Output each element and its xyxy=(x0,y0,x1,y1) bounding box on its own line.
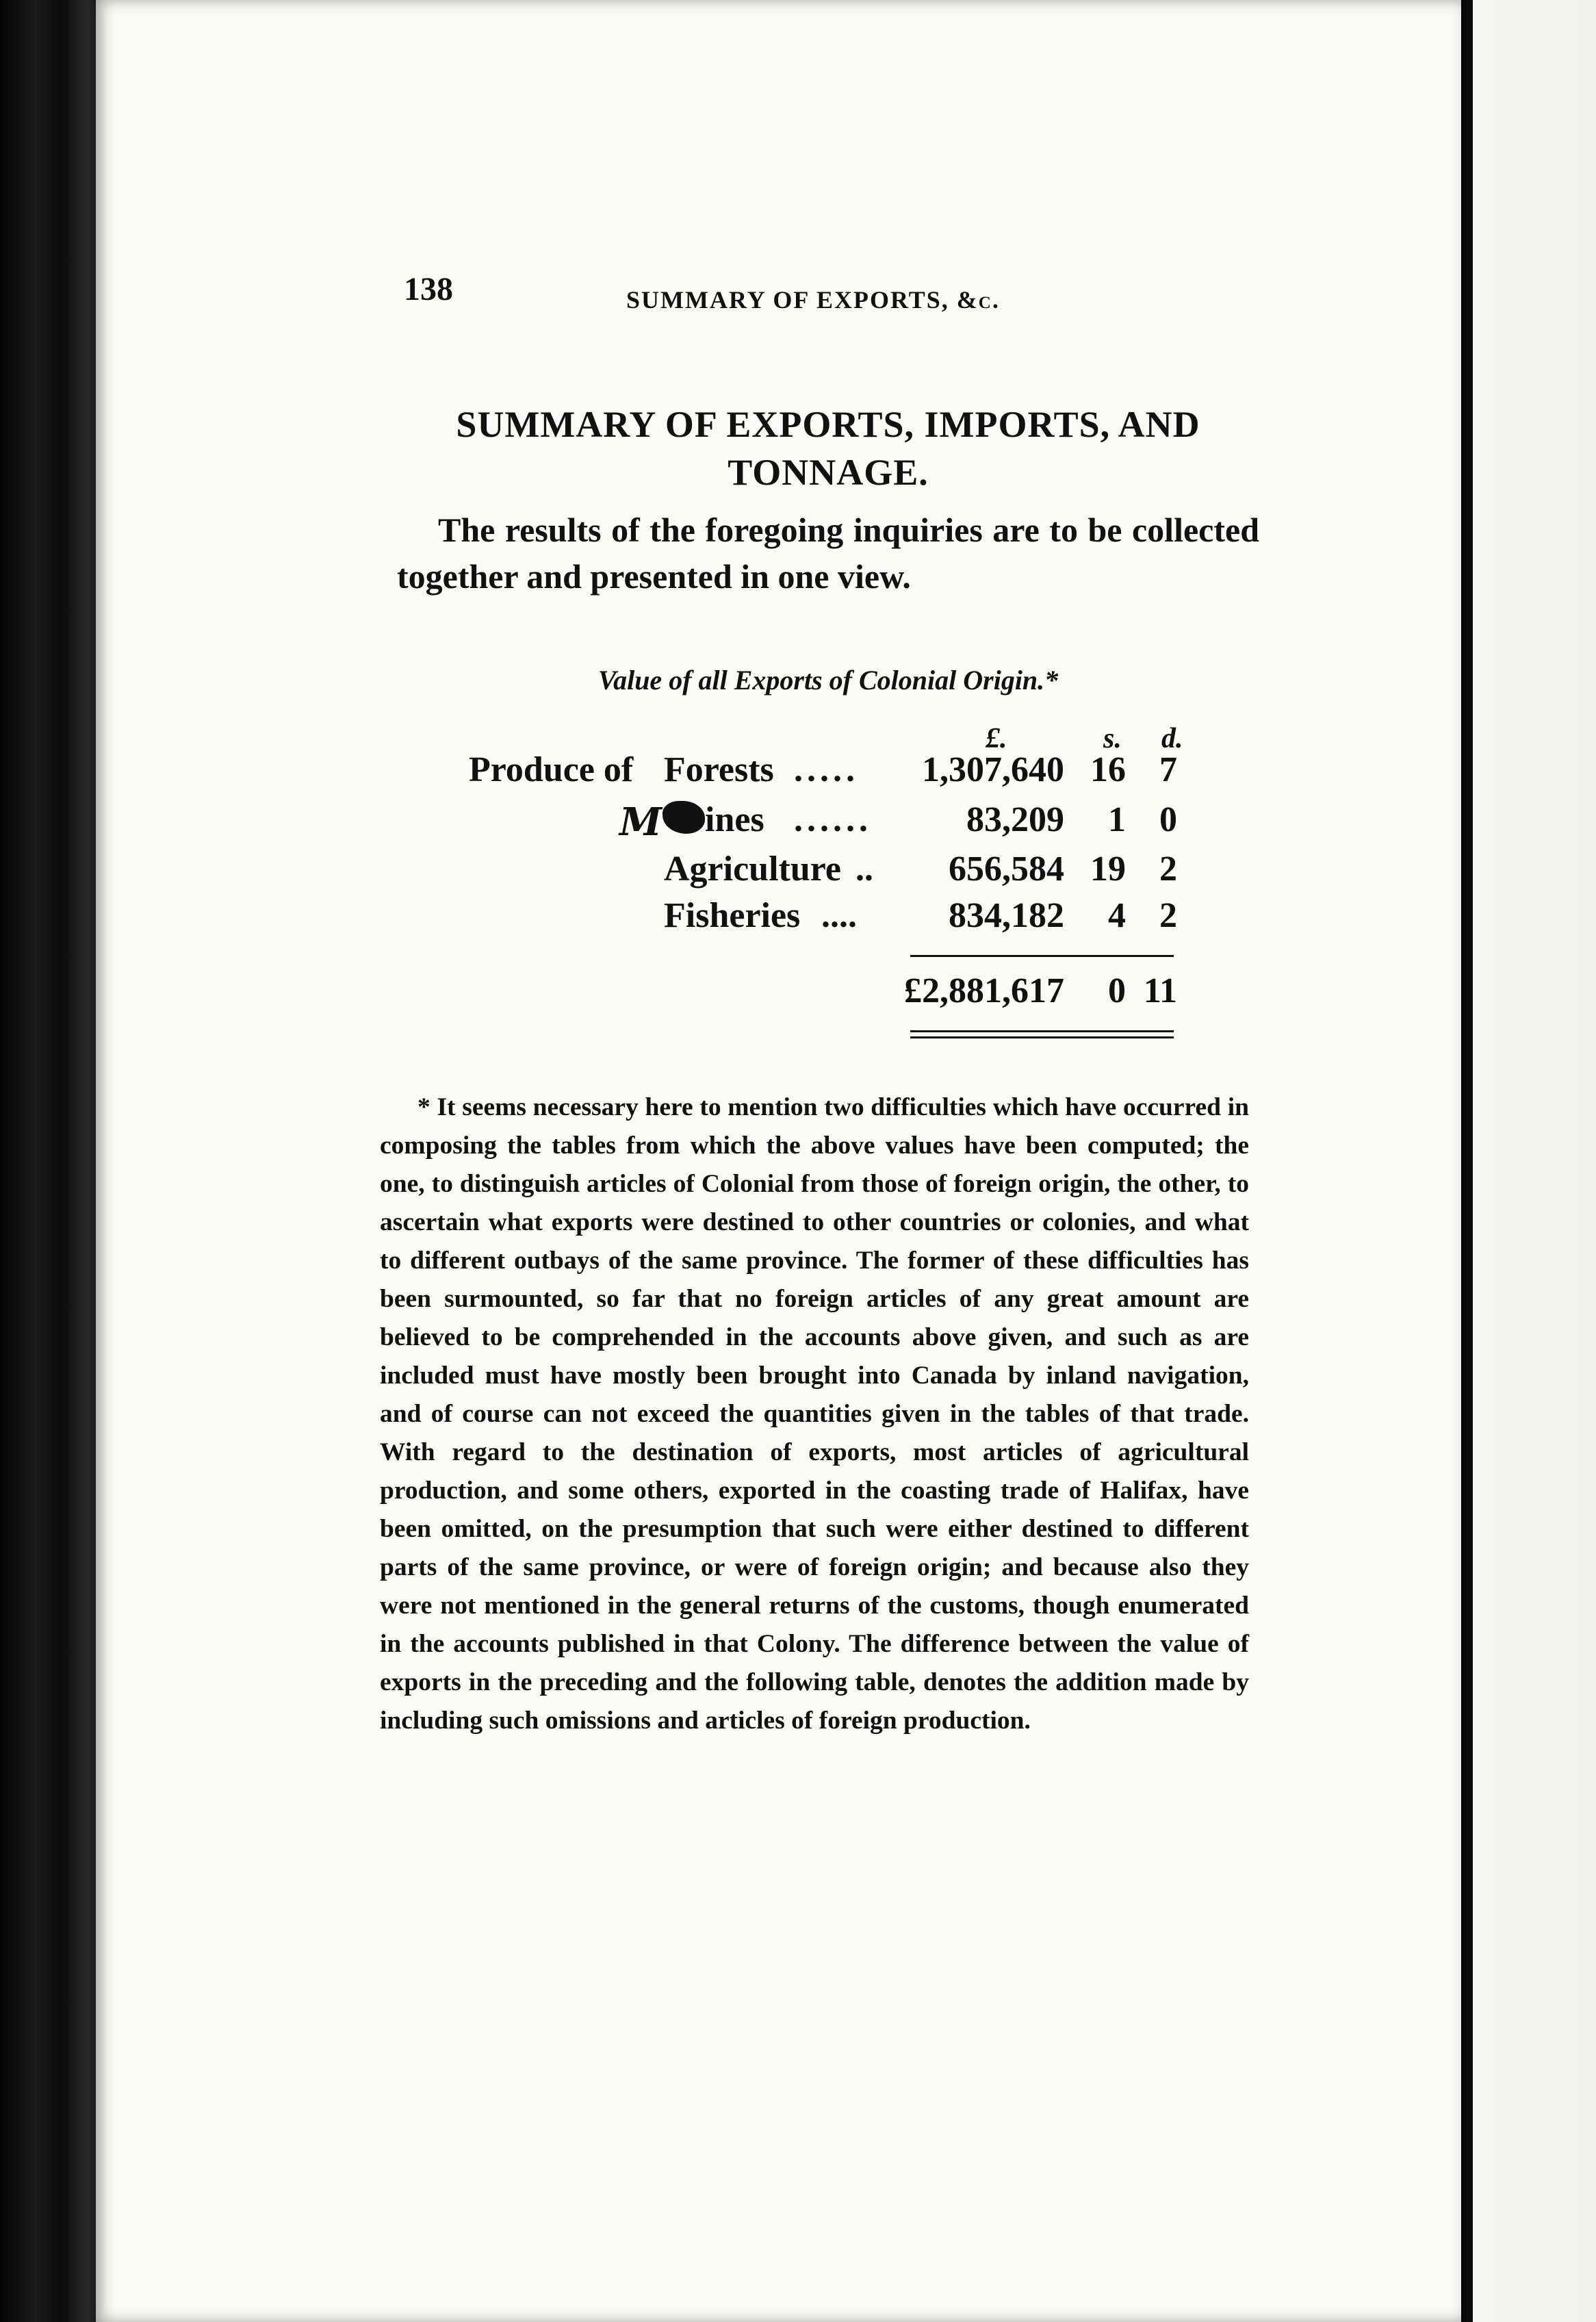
col-header-shillings: s. xyxy=(1103,723,1122,754)
col-header-pence: d. xyxy=(1161,723,1183,754)
row-pounds: 656,584 xyxy=(949,850,1064,889)
table-caption: Value of all Exports of Colonial Origin.* xyxy=(597,665,1059,696)
page-number: 138 xyxy=(404,271,453,307)
row-label: ines xyxy=(705,800,764,839)
page-edge-shadow xyxy=(1463,0,1473,2322)
row-pence: 0 xyxy=(1159,800,1177,839)
row-pounds: 83,209 xyxy=(966,800,1064,839)
row-label: Agriculture xyxy=(664,850,841,889)
row-label: Forests xyxy=(664,750,774,789)
row-pounds: 1,307,640 xyxy=(922,750,1064,789)
row-pence: 2 xyxy=(1159,896,1177,935)
running-title: SUMMARY OF EXPORTS, &c. xyxy=(626,286,1000,314)
total-pounds: £2,881,617 xyxy=(904,971,1064,1010)
page-title xyxy=(397,400,1259,496)
leader-dots: .... xyxy=(821,896,857,935)
footnote: * It seems necessary here to mention two difficulties which have occurred in composing the tables from which the above values have been computed; the one, to distinguish articles of Colonial from those of foreign origin, the other, to ascertain what exports were destined to other countries or colonies, and what to different outbays of the same province. The former of these difficulties has been surmounted, so far that no foreign articles of any great amount are believed to be comprehended in the accounts above given, and such as are included must have mostly been brought into Canada by inland navigation, and of course can not exceed the quantities given in the tables of that trade. With regard to the destination of exports, most articles of agricultural production, and some others, exported in the coasting trade of Halifax, have been omitted, on the presumption that such were either destined to different parts of the same province, or were of foreign origin; and because also they were not mentioned in the general returns of the customs, though enumerated in the accounts published in that Colony. The difference between the value of exports in the preceding and the following table, denotes the addition made by including such omissions and articles of foreign production. xyxy=(380,1093,1249,1735)
leader-dots: .. xyxy=(855,850,873,889)
running-head xyxy=(404,270,1252,325)
page-title-line-2: TONNAGE. xyxy=(728,452,929,493)
book-binding-left xyxy=(0,0,103,2322)
row-pounds: 834,182 xyxy=(949,896,1064,935)
row-shillings: 19 xyxy=(1090,850,1126,889)
leader-dots: ...... xyxy=(794,800,872,839)
row-prefix: Produce of xyxy=(469,750,634,789)
page-title-line-1: SUMMARY OF EXPORTS, IMPORTS, AND xyxy=(456,404,1200,445)
row-pence: 2 xyxy=(1159,850,1177,889)
intro-paragraph: The results of the foregoing inquiries are to be collected together and presented in one view. xyxy=(397,511,1259,596)
leader-dots: ..... xyxy=(794,750,859,789)
row-shillings: 4 xyxy=(1108,896,1126,935)
total-pence: 11 xyxy=(1143,971,1177,1010)
col-header-pounds: £. xyxy=(986,723,1007,754)
row-shillings: 1 xyxy=(1108,800,1126,839)
handwritten-mark: M xyxy=(619,800,662,845)
book-binding-right xyxy=(1461,0,1596,2322)
row-label: Fisheries xyxy=(664,896,801,935)
total-shillings: 0 xyxy=(1108,971,1126,1010)
row-shillings: 16 xyxy=(1090,750,1126,789)
row-pence: 7 xyxy=(1159,750,1177,789)
